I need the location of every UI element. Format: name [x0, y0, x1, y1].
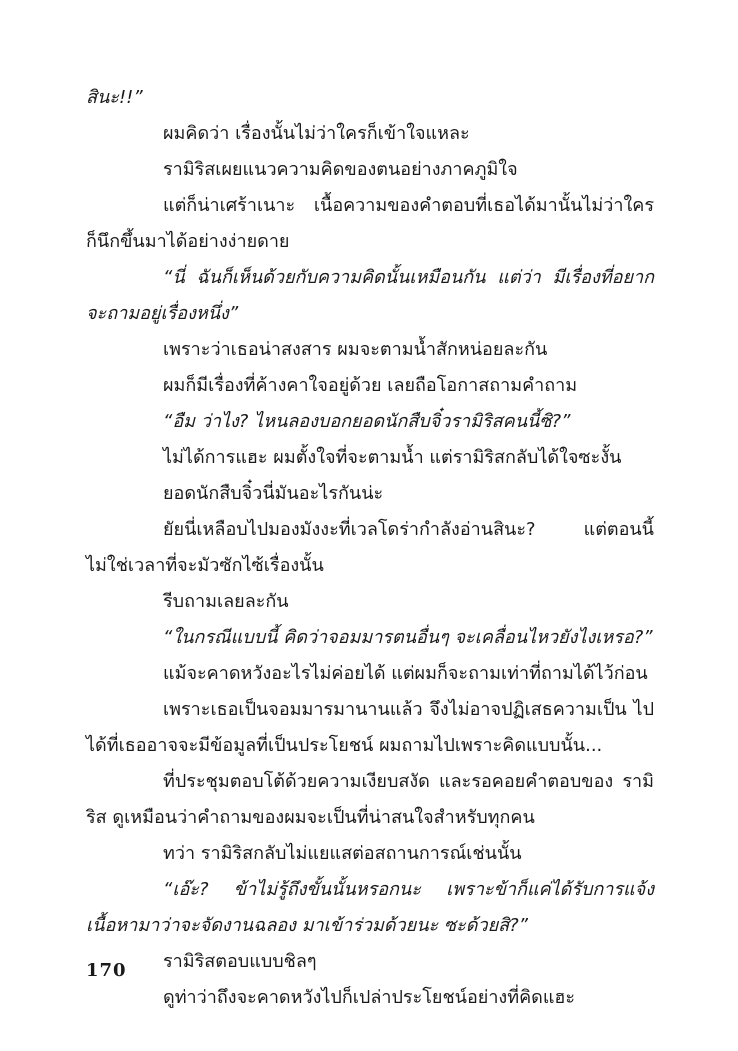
narration-paragraph: ที่ประชุมตอบโต้ด้วยความเงียบสงัด และรอคอยคำตอบของ รามิริส ดูเหมือนว่าคำถามของผมจะเป็นที่น่าสนใจสำหรับทุกคน — [86, 771, 654, 828]
narration-paragraph: ดูท่าว่าถึงจะคาดหวังไปก็เปล่าประโยชน์อย่างที่คิดแฮะ — [163, 987, 576, 1008]
dialogue-paragraph: “อืม ว่าไง? ไหนลองบอกยอดนักสืบจิ๋วรามิริสคนนี้ซิ?” — [163, 411, 571, 432]
narration-paragraph: ผมก็มีเรื่องที่ค้างคาใจอยู่ด้วย เลยถือโอกาสถามคำถาม — [163, 375, 578, 396]
narration-paragraph: ผมคิดว่า เรื่องนั้นไม่ว่าใครก็เข้าใจแหละ — [163, 123, 470, 144]
narration-paragraph: เพราะว่าเธอน่าสงสาร ผมจะตามน้ำสักหน่อยละกัน — [163, 339, 548, 360]
dialogue-paragraph: “ในกรณีแบบนี้ คิดว่าจอมมารตนอื่นๆ จะเคลื่อนไหวยังไงเหรอ?” — [163, 627, 653, 648]
narration-paragraph: ยัยนี่เหลือบไปมองมังงะที่เวลโดร่ากำลังอ่านสินะ? แต่ตอนนี้ ไม่ใช่เวลาที่จะมัวซักไซ้เรื่องนั้น — [86, 519, 654, 576]
narration-paragraph: ยอดนักสืบจิ๋วนี่มันอะไรกันน่ะ — [163, 483, 384, 504]
narration-paragraph: รามิริสเผยแนวความคิดของตนอย่างภาคภูมิใจ — [163, 159, 518, 180]
dialogue-paragraph: “เอ๊ะ? ข้าไม่รู้ถึงขั้นนั้นหรอกนะ เพราะข้าก็แค่ได้รับการแจ้ง เนื้อหามาว่าจะจัดงานฉลอง มาเข้าร่วมด้วยนะ ซะด้วยสิ?” — [86, 879, 654, 936]
page-number: 170 — [86, 960, 127, 981]
narration-paragraph: เพราะเธอเป็นจอมมารมานานแล้ว จึงไม่อาจปฏิเสธความเป็น ไปได้ที่เธออาจจะมีข้อมูลที่เป็นประโยชน์ ผมถามไปเพราะคิดแบบนั้น... — [86, 699, 654, 756]
narration-paragraph: แม้จะคาดหวังอะไรไม่ค่อยได้ แต่ผมก็จะถามเท่าที่ถามได้ไว้ก่อน — [163, 663, 648, 684]
dialogue-paragraph: สินะ!!” — [86, 87, 143, 108]
narration-paragraph: รามิริสตอบแบบชิลๆ — [163, 951, 317, 972]
body-text — [86, 80, 654, 1016]
narration-paragraph: แต่ก็น่าเศร้าเนาะ เนื้อความของคำตอบที่เธอได้มานั้นไม่ว่าใคร ก็นึกขึ้นมาได้อย่างง่ายดาย — [86, 195, 654, 252]
narration-paragraph: ทว่า รามิริสกลับไม่แยแสต่อสถานการณ์เช่นนั้น — [163, 843, 522, 864]
dialogue-paragraph: “นี่ ฉันก็เห็นด้วยกับความคิดนั้นเหมือนกัน แต่ว่า มีเรื่องที่อยาก จะถามอยู่เรื่องหนึ่ง” — [86, 267, 654, 324]
narration-paragraph: รีบถามเลยละกัน — [163, 591, 289, 612]
narration-paragraph: ไม่ได้การแฮะ ผมตั้งใจที่จะตามน้ำ แต่รามิริสกลับได้ใจซะงั้น — [163, 447, 622, 468]
